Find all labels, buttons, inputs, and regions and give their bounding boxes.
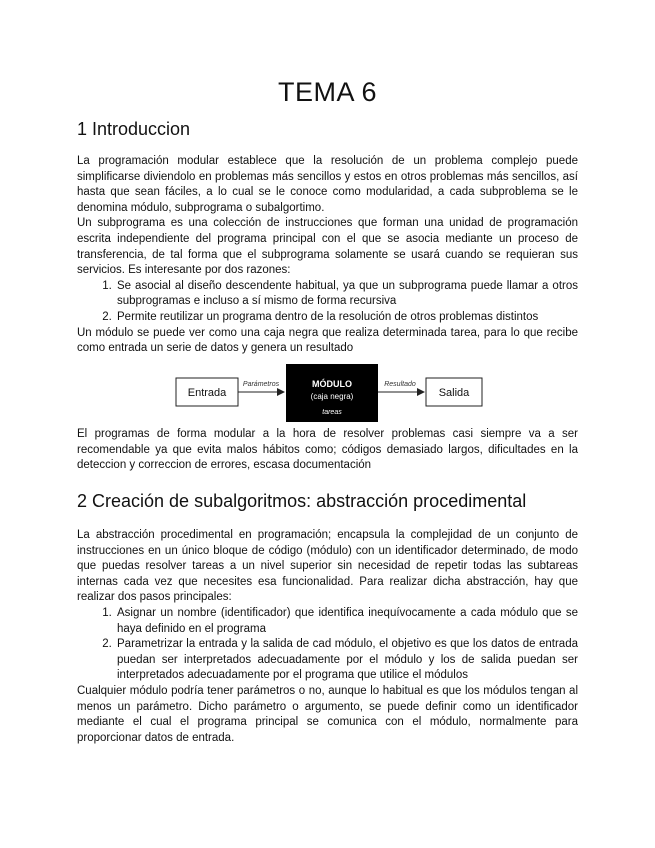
section-1-paragraph-1: La programación modular establece que la resolución de un problema complejo puede simplificarse diviendolo en problemas más sencillos y estos en otros problemas más sencillos, así hasta que sean fáciles, a lo cual se le conoce como modularidad, a cada subproblema se le denomina módulo, subprograma o subalgortimo. [77,155,578,214]
list-item: 2. Permite reutilizar un programa dentro de la resolución de otros problemas distintos [115,310,578,326]
section-1-paragraph-4: El programas de forma modular a la hora de resolver problemas casi siempre va a ser recomendable ya que evita malos hábitos como; códigos demasiado largos, dificultades en la deteccion y correccion de errores, escasa documentación [77,428,578,472]
section-1-text-top [77,154,578,357]
list-item: 1. Se asocial al diseño descendente habitual, ya que un subprograma puede llamar a otros subprogramas e incluso a sí mismo de forma recursiva [115,279,578,310]
list-item: 1. Asignar un nombre (identificador) que identifica inequívocamente a cada módulo que se haya definido en el programa [115,606,578,637]
input-label: Entrada [187,387,227,399]
page-title: TEMA 6 [277,77,378,107]
section-2-paragraph-2: Cualquier módulo podría tener parámetros o no, aunque lo habitual es que los módulos tengan al menos un parámetro. Dicho parámetro o argumento, se puede definir como un identificador mediante el cual el programa principal se comunica con el módulo, normalmente para proporcionar datos de entrada. [77,684,578,744]
params-label: Parámetros [242,381,280,388]
section-2-heading: 2 Creación de subalgoritmos: abstracción procedimental [77,491,527,511]
output-label: Salida [438,387,470,399]
module-subtitle: (caja negra) [310,392,354,401]
section-2-paragraph-1: La abstracción procedimental en programación; encapsula la complejidad de un conjunto de instrucciones en un único bloque de código (módulo) con un identificador determinado, de modo que puedas resolver tareas a un nivel superior sin necesidad de repetir todas las subtareas internas cada vez que necesites esa funcionalidad. Para realizar dicha abstracción, hay que realizar dos pasos principales: [77,529,578,604]
module-title: MÓDULO [312,379,352,389]
section-1-heading: 1 Introduccion [77,119,191,139]
section-2-text [77,528,578,746]
result-label: Resultado [384,381,416,388]
section-1-paragraph-2: Un subprograma es una colección de instrucciones que forman una unidad de programación escrita independiente del programa principal con el que se asocia mediante un proceso de transferencia, de tal forma que el subprograma solamente se usará cuando se requieran sus servicios. Es interesante por dos razones: [77,217,578,277]
black-box-diagram [172,364,484,422]
list-item: 2. Parametrizar la entrada y la salida de cad módulo, el objetivo es que los datos de entrada puedan ser interpretados adecuadamente por el módulo y los de salida puedan ser interpretados adecuadamente por el programa que utilice el módulos [115,637,578,684]
module-tasks: tareas [322,409,342,416]
section-1-text-bottom [77,427,578,474]
section-1-reasons-list [77,279,578,326]
section-1-paragraph-3: Un módulo se puede ver como una caja negra que realiza determinada tarea, para lo que recibe como entrada un serie de datos y genera un resultado [77,326,578,355]
section-2-steps-list [77,606,578,684]
